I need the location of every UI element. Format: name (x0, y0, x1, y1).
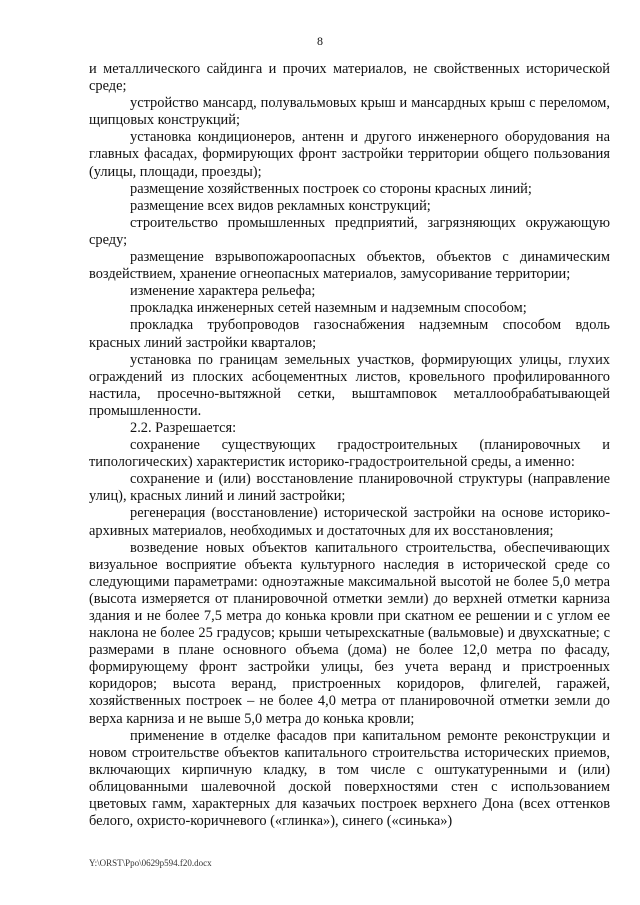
paragraph: 2.2. Разрешается: (130, 419, 237, 436)
paragraph: размещение всех видов рекламных конструкций; (130, 197, 431, 214)
paragraph: прокладка инженерных сетей наземным и надземным способом; (130, 300, 527, 317)
paragraph: применение в отделке фасадов при капитальном ремонте реконструкции и новом строительстве объектов капитального строительства исторических приемов, включающих кирпичную кладку, в том числе с оштукатуренными и (или) облицованными шалевочной доской поверхностями стен с использованием цветовых гамм, характерных для казачьих построек верхнего Дона (всех оттенков белого, охристо-коричневого («глинка»), синего («синька») (89, 727, 610, 830)
paragraph: установка по границам земельных участков, формирующих улицы, глухих ограждений из плоских асбоцементных листов, кровельного профилированного настила, просечно-вытяжной сетки, выштамповок металлообрабатывающей промышленности. (89, 351, 610, 419)
page-number: 8 (317, 34, 323, 48)
paragraph: размещение хозяйственных построек со стороны красных линий; (130, 180, 532, 197)
paragraph: изменение характера рельефа; (130, 283, 316, 300)
paragraph: и металлического сайдинга и прочих материалов, не свойственных исторической среде; (89, 61, 610, 95)
paragraph: прокладка трубопроводов газоснабжения надземным способом вдоль красных линий застройки кварталов; (89, 317, 610, 351)
paragraph: сохранение и (или) восстановление планировочной структуры (направление улиц), красных линий и линий застройки; (89, 471, 610, 505)
paragraph: регенерация (восстановление) исторической застройки на основе историко-архивных материалов, необходимых и достаточных для их восстановления; (89, 505, 610, 539)
paragraph: сохранение существующих градостроительных (планировочных и типологических) характеристик историко-градостроительной среды, а именно: (89, 437, 610, 471)
paragraph: строительство промышленных предприятий, загрязняющих окружающую среду; (89, 214, 610, 248)
paragraph: размещение взрывопожароопасных объектов, объектов с динамическим воздействием, хранение огнеопасных материалов, замусоривание территории; (89, 249, 610, 283)
paragraph: установка кондиционеров, антенн и другого инженерного оборудования на главных фасадах, формирующих фронт застройки территории общего пользования (улицы, площади, проезды); (89, 129, 610, 180)
paragraph: возведение новых объектов капитального строительства, обеспечивающих визуальное восприятие объекта культурного наследия в исторической среде со следующими параметрами: одноэтажные максимальной высотой не более 5,0 метра (высота измеряется от планировочной отметки земли) до верхней отметки карниза здания и не более 7,5 метра до конька кровли при скатном ее решении и с углом ее наклона не более 25 градусов; крыши четырехскатные (вальмовые) и двухскатные; с размерами в плане основного объема (дома) не более 12,0 метра по фасаду, формирующему фронт застройки улицы, без учета веранд и пристроенных коридоров; высота веранд, пристроенных коридоров, флигелей, гаражей, хозяйственных построек – не более 4,0 метра от планировочной отметки земли до верха карниза и не выше 5,0 метра до конька кровли; (89, 539, 610, 727)
paragraph: устройство мансард, полувальмовых крыш и мансардных крыш с переломом, щипцовых конструкций; (89, 95, 610, 129)
file-path-footer: Y:\ORST\Ppo\0629p594.f20.docx (89, 858, 212, 868)
document-body (89, 61, 610, 830)
